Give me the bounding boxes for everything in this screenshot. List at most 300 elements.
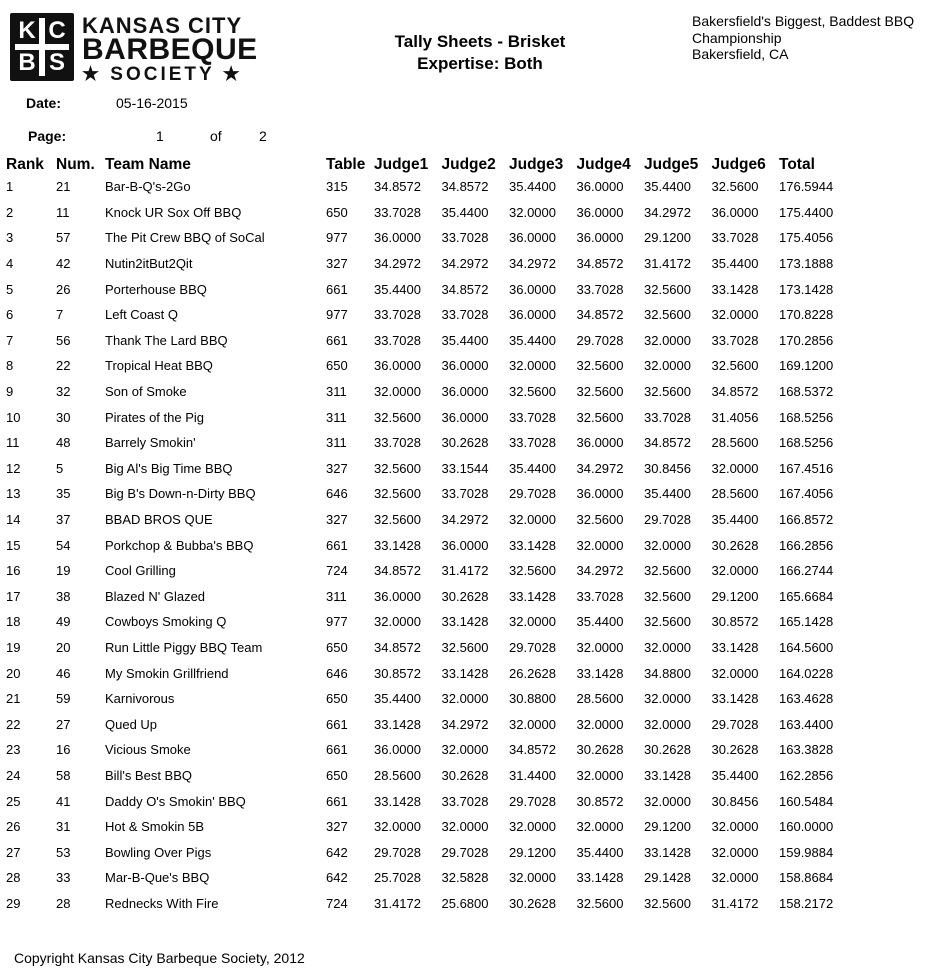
cell-judge3: 32.0000: [509, 512, 556, 528]
cell-judge1: 33.1428: [374, 716, 421, 732]
cell-judge4: 32.5600: [576, 409, 624, 425]
cell-rank: 28: [6, 870, 21, 886]
cell-total: 175.4056: [779, 230, 834, 246]
cell-total: 168.5256: [779, 409, 834, 425]
cell-judge1: 36.0000: [374, 358, 421, 374]
cell-judge1: 32.5600: [374, 409, 421, 425]
cell-judge6: 32.5600: [711, 358, 759, 374]
cell-table: 724: [326, 895, 348, 911]
cell-team-name: Bill's Best BBQ: [105, 767, 193, 783]
cell-judge2: 32.0000: [441, 742, 489, 758]
cell-judge6: 33.1428: [711, 639, 759, 655]
cell-judge3: 32.0000: [509, 870, 556, 886]
cell-judge2: 34.8572: [441, 281, 489, 297]
cell-judge6: 30.8456: [711, 793, 759, 809]
cell-judge5: 35.4400: [644, 486, 691, 502]
monogram-letter-c: C: [45, 18, 69, 44]
cell-num: 31: [56, 819, 71, 835]
cell-judge6: 35.4400: [711, 512, 759, 528]
cell-judge3: 30.2628: [509, 895, 556, 911]
cell-judge5: 32.5600: [644, 614, 691, 630]
cell-team-name: The Pit Crew BBQ of SoCal: [105, 230, 265, 246]
table-row: [6, 737, 859, 763]
cell-team-name: Bowling Over Pigs: [105, 844, 212, 860]
cell-rank: 14: [6, 512, 21, 528]
cell-judge6: 28.5600: [711, 435, 759, 451]
cell-judge3: 30.8800: [509, 691, 556, 707]
cell-judge4: 32.0000: [576, 819, 624, 835]
event-name-cont: Championship: [692, 29, 782, 46]
cell-table: 327: [326, 819, 348, 835]
cell-judge3: 33.7028: [509, 409, 556, 425]
cell-judge6: 33.1428: [711, 281, 759, 297]
cell-num: 49: [56, 614, 71, 630]
cell-num: 19: [56, 563, 71, 579]
cell-judge2: 34.2972: [441, 256, 489, 272]
cell-judge2: 30.2628: [441, 767, 489, 783]
cell-judge5: 29.1200: [644, 819, 691, 835]
cell-judge3: 32.5600: [509, 563, 556, 579]
event-name: Bakersfield's Biggest, Baddest BBQ: [692, 13, 915, 29]
cell-judge3: 32.0000: [509, 819, 556, 835]
logo-line-kansas-city: KANSAS CITY: [82, 13, 243, 38]
cell-table: 315: [326, 179, 348, 195]
cell-table: 661: [326, 742, 348, 758]
cell-num: 53: [56, 844, 71, 860]
cell-rank: 22: [6, 716, 21, 732]
cell-judge2: 33.7028: [441, 307, 489, 323]
cell-judge2: 36.0000: [441, 537, 489, 553]
cell-judge2: 36.0000: [441, 384, 489, 400]
cell-rank: 24: [6, 767, 21, 783]
table-row: [6, 891, 859, 917]
cell-judge6: 30.8572: [711, 614, 759, 630]
cell-judge3: 36.0000: [509, 230, 556, 246]
cell-table: 661: [326, 537, 348, 553]
cell-team-name: Cowboys Smoking Q: [105, 614, 227, 630]
cell-judge3: 36.0000: [509, 307, 556, 323]
cell-judge5: 31.4172: [644, 256, 691, 272]
cell-team-name: My Smokin Grillfriend: [105, 665, 229, 681]
cell-judge4: 32.0000: [576, 537, 624, 553]
cell-judge4: 32.5600: [576, 358, 624, 374]
event-info: [692, 13, 947, 63]
cell-judge4: 36.0000: [576, 230, 624, 246]
cell-judge5: 32.0000: [644, 691, 691, 707]
cell-total: 175.4400: [779, 204, 834, 220]
cell-judge4: 36.0000: [576, 204, 624, 220]
cell-team-name: Tropical Heat BBQ: [105, 358, 213, 374]
cell-num: 20: [56, 639, 71, 655]
date-value: 05-16-2015: [116, 95, 188, 111]
report-title-category: Tally Sheets - Brisket: [394, 32, 566, 51]
cell-rank: 16: [6, 563, 21, 579]
cell-judge1: 33.7028: [374, 307, 421, 323]
cell-total: 163.4628: [779, 691, 834, 707]
cell-rank: 10: [6, 409, 21, 425]
cell-num: 26: [56, 281, 71, 297]
cell-judge4: 34.2972: [576, 460, 624, 476]
cell-total: 170.2856: [779, 332, 834, 348]
cell-judge2: 36.0000: [441, 409, 489, 425]
cell-rank: 5: [6, 281, 14, 297]
cell-num: 22: [56, 358, 71, 374]
cell-rank: 12: [6, 460, 21, 476]
cell-total: 164.0228: [779, 665, 834, 681]
col-judge1: Judge1: [374, 156, 429, 173]
cell-team-name: Nutin2itBut2Qit: [105, 256, 193, 272]
cell-judge1: 34.8572: [374, 639, 421, 655]
cell-judge1: 33.7028: [374, 332, 421, 348]
cell-judge4: 29.7028: [576, 332, 624, 348]
cell-num: 41: [56, 793, 71, 809]
cell-rank: 11: [6, 435, 20, 451]
cell-rank: 23: [6, 742, 21, 758]
cell-table: 327: [326, 460, 348, 476]
cell-judge2: 31.4172: [441, 563, 489, 579]
cell-judge6: 35.4400: [711, 256, 759, 272]
cell-judge6: 34.8572: [711, 384, 759, 400]
table-row: [6, 711, 859, 737]
table-row: [6, 814, 859, 840]
cell-judge1: 25.7028: [374, 870, 421, 886]
cell-judge1: 33.1428: [374, 537, 421, 553]
table-row: [6, 481, 859, 507]
cell-judge1: 32.5600: [374, 512, 421, 528]
cell-judge5: 32.5600: [644, 281, 691, 297]
cell-total: 162.2856: [779, 767, 834, 783]
cell-team-name: Cool Grilling: [105, 563, 176, 579]
table-row: [6, 763, 859, 789]
cell-judge5: 29.7028: [644, 512, 691, 528]
cell-team-name: Porterhouse BBQ: [105, 281, 207, 297]
cell-rank: 4: [6, 256, 14, 272]
cell-judge1: 35.4400: [374, 281, 421, 297]
cell-judge1: 32.0000: [374, 614, 421, 630]
cell-judge4: 33.1428: [576, 870, 624, 886]
cell-rank: 19: [6, 639, 21, 655]
table-row: [6, 404, 859, 430]
cell-judge5: 33.1428: [644, 767, 691, 783]
cell-num: 35: [56, 486, 71, 502]
cell-total: 165.6684: [779, 588, 834, 604]
table-row: [6, 328, 859, 354]
cell-judge3: 33.7028: [509, 435, 556, 451]
cell-total: 168.5256: [779, 435, 834, 451]
cell-num: 32: [56, 384, 71, 400]
cell-team-name: Vicious Smoke: [105, 742, 191, 758]
cell-team-name: Run Little Piggy BBQ Team: [105, 639, 263, 655]
cell-num: 57: [56, 230, 71, 246]
cell-table: 327: [326, 256, 348, 272]
cell-judge4: 32.5600: [576, 895, 624, 911]
cell-judge2: 33.1428: [441, 614, 489, 630]
cell-judge1: 33.1428: [374, 793, 421, 809]
cell-team-name: Hot & Smokin 5B: [105, 819, 204, 835]
table-row: [6, 302, 859, 328]
cell-total: 167.4516: [779, 460, 834, 476]
cell-judge5: 32.5600: [644, 563, 691, 579]
cell-judge2: 32.0000: [441, 819, 489, 835]
cell-judge3: 35.4400: [509, 179, 556, 195]
cell-judge4: 33.7028: [576, 588, 624, 604]
cell-judge5: 32.5600: [644, 588, 691, 604]
cell-total: 173.1888: [779, 256, 834, 272]
table-row: [6, 456, 859, 482]
cell-judge3: 31.4400: [509, 767, 556, 783]
cell-judge2: 30.2628: [441, 588, 489, 604]
cell-judge6: 30.2628: [711, 742, 759, 758]
table-row: [6, 660, 859, 686]
cell-judge5: 32.0000: [644, 639, 691, 655]
cell-judge5: 33.1428: [644, 844, 691, 860]
cell-judge4: 34.8572: [576, 307, 624, 323]
cell-judge1: 33.7028: [374, 435, 421, 451]
cell-team-name: Blazed N' Glazed: [105, 588, 206, 604]
cell-judge3: 33.1428: [509, 537, 556, 553]
cell-judge3: 29.7028: [509, 793, 556, 809]
cell-table: 724: [326, 563, 348, 579]
cell-judge5: 32.0000: [644, 716, 691, 732]
cell-judge1: 32.0000: [374, 819, 421, 835]
cell-total: 158.8684: [779, 870, 834, 886]
cell-judge6: 32.0000: [711, 665, 759, 681]
cell-team-name: Thank The Lard BBQ: [105, 332, 228, 348]
cell-rank: 3: [6, 230, 14, 246]
page-current: 1: [156, 128, 164, 144]
cell-judge2: 33.1544: [441, 460, 489, 476]
cell-judge1: 34.8572: [374, 563, 421, 579]
cell-judge2: 35.4400: [441, 332, 489, 348]
cell-table: 650: [326, 204, 348, 220]
page-of: of: [210, 128, 222, 144]
cell-num: 54: [56, 537, 71, 553]
cell-judge6: 32.5600: [711, 179, 759, 195]
cell-total: 169.1200: [779, 358, 834, 374]
kcbs-logo: [10, 13, 272, 83]
cell-team-name: Pirates of the Pig: [105, 409, 204, 425]
cell-judge4: 32.0000: [576, 639, 624, 655]
cell-total: 166.2856: [779, 537, 834, 553]
cell-judge6: 32.0000: [711, 870, 759, 886]
cell-judge5: 34.8572: [644, 435, 691, 451]
cell-table: 661: [326, 716, 348, 732]
cell-judge1: 33.7028: [374, 204, 421, 220]
cell-judge3: 33.1428: [509, 588, 556, 604]
cell-judge2: 35.4400: [441, 204, 489, 220]
cell-judge4: 36.0000: [576, 435, 624, 451]
cell-judge5: 32.5600: [644, 307, 691, 323]
cell-table: 327: [326, 512, 348, 528]
cell-judge6: 35.4400: [711, 767, 759, 783]
col-total: Total: [779, 156, 815, 173]
cell-judge1: 34.2972: [374, 256, 421, 272]
cell-rank: 21: [6, 691, 21, 707]
cell-judge6: 32.0000: [711, 563, 759, 579]
cell-judge3: 34.2972: [509, 256, 556, 272]
cell-table: 650: [326, 767, 348, 783]
table-row: [6, 686, 859, 712]
cell-judge5: 35.4400: [644, 179, 691, 195]
table-row: [6, 507, 859, 533]
cell-judge2: 32.5600: [441, 639, 489, 655]
cell-judge1: 36.0000: [374, 230, 421, 246]
cell-rank: 26: [6, 819, 21, 835]
cell-rank: 18: [6, 614, 21, 630]
cell-judge2: 33.7028: [441, 793, 489, 809]
cell-total: 176.5944: [779, 179, 834, 195]
cell-judge4: 32.5600: [576, 384, 624, 400]
cell-total: 163.3828: [779, 742, 834, 758]
cell-judge4: 36.0000: [576, 179, 624, 195]
cell-table: 661: [326, 332, 348, 348]
cell-judge3: 36.0000: [509, 281, 556, 297]
cell-total: 160.0000: [779, 819, 834, 835]
cell-table: 311: [326, 435, 347, 451]
cell-judge1: 36.0000: [374, 742, 421, 758]
cell-judge3: 26.2628: [509, 665, 556, 681]
cell-total: 166.8572: [779, 512, 834, 528]
cell-num: 37: [56, 512, 71, 528]
cell-total: 160.5484: [779, 793, 834, 809]
cell-judge2: 29.7028: [441, 844, 489, 860]
cell-judge4: 34.2972: [576, 563, 624, 579]
col-team-name: Team Name: [105, 156, 191, 173]
cell-rank: 25: [6, 793, 21, 809]
cell-judge3: 29.7028: [509, 486, 556, 502]
cell-table: 661: [326, 793, 348, 809]
table-row: [6, 584, 859, 610]
logo-line-society: ★ SOCIETY ★: [82, 64, 243, 85]
copyright-footer: Copyright Kansas City Barbeque Society, 2012: [14, 950, 305, 966]
table-row: [6, 532, 859, 558]
cell-team-name: Big B's Down-n-Dirty BBQ: [105, 486, 256, 502]
cell-judge5: 29.1428: [644, 870, 691, 886]
cell-judge4: 32.0000: [576, 716, 624, 732]
tally-body: [6, 174, 859, 916]
cell-num: 58: [56, 767, 71, 783]
cell-judge6: 31.4172: [711, 895, 759, 911]
cell-rank: 6: [6, 307, 14, 323]
cell-judge6: 32.0000: [711, 844, 759, 860]
cell-num: 46: [56, 665, 71, 681]
cell-judge5: 32.5600: [644, 895, 691, 911]
cell-judge5: 33.7028: [644, 409, 691, 425]
table-row: [6, 635, 859, 661]
cell-judge2: 25.6800: [441, 895, 489, 911]
cell-team-name: Daddy O's Smokin' BBQ: [105, 793, 246, 809]
cell-team-name: Barrely Smokin': [105, 435, 196, 451]
page-total: 2: [259, 128, 267, 144]
cell-table: 650: [326, 639, 348, 655]
cell-judge3: 35.4400: [509, 460, 556, 476]
cell-judge6: 33.7028: [711, 332, 759, 348]
cell-judge6: 29.7028: [711, 716, 759, 732]
cell-judge6: 32.0000: [711, 819, 759, 835]
cell-judge5: 29.1200: [644, 230, 691, 246]
cell-judge3: 32.0000: [509, 204, 556, 220]
cell-rank: 2: [6, 204, 14, 220]
cell-judge6: 33.1428: [711, 691, 759, 707]
monogram-letter-k: K: [15, 18, 39, 44]
cell-table: 646: [326, 486, 348, 502]
cell-judge5: 32.0000: [644, 793, 691, 809]
cell-rank: 9: [6, 384, 14, 400]
cell-table: 661: [326, 281, 348, 297]
cell-num: 56: [56, 332, 71, 348]
cell-team-name: Porkchop & Bubba's BBQ: [105, 537, 254, 553]
cell-judge4: 32.5600: [576, 512, 624, 528]
cell-judge4: 33.1428: [576, 665, 624, 681]
cell-table: 977: [326, 614, 348, 630]
cell-judge4: 32.0000: [576, 767, 624, 783]
cell-rank: 7: [6, 332, 14, 348]
cell-judge6: 30.2628: [711, 537, 759, 553]
cell-judge2: 34.2972: [441, 512, 489, 528]
cell-rank: 1: [6, 179, 14, 195]
cell-num: 5: [56, 460, 64, 476]
cell-judge1: 36.0000: [374, 588, 421, 604]
cell-judge1: 29.7028: [374, 844, 421, 860]
cell-team-name: Bar-B-Q's-2Go: [105, 179, 191, 195]
col-judge5: Judge5: [644, 156, 699, 173]
cell-judge5: 32.0000: [644, 332, 691, 348]
cell-judge1: 32.5600: [374, 486, 421, 502]
cell-table: 977: [326, 307, 348, 323]
cell-team-name: Rednecks With Fire: [105, 895, 219, 911]
col-judge2: Judge2: [441, 156, 496, 173]
cell-num: 48: [56, 435, 71, 451]
cell-rank: 8: [6, 358, 14, 374]
cell-num: 59: [56, 691, 71, 707]
cell-judge4: 35.4400: [576, 614, 624, 630]
cell-num: 38: [56, 588, 71, 604]
cell-judge3: 32.5600: [509, 384, 556, 400]
cell-judge2: 32.0000: [441, 691, 489, 707]
cell-judge1: 30.8572: [374, 665, 421, 681]
cell-team-name: Qued Up: [105, 716, 158, 732]
cell-judge5: 32.0000: [644, 537, 691, 553]
cell-table: 650: [326, 691, 348, 707]
monogram-letter-s: S: [45, 50, 69, 76]
cell-table: 642: [326, 844, 348, 860]
cell-team-name: Karnivorous: [105, 691, 175, 707]
cell-judge3: 32.0000: [509, 614, 556, 630]
col-rank: Rank: [6, 156, 44, 173]
logo-line-barbeque: BARBEQUE: [82, 33, 258, 66]
cell-team-name: Big Al's Big Time BBQ: [105, 460, 233, 476]
cell-total: 163.4400: [779, 716, 834, 732]
cell-num: 7: [56, 307, 64, 323]
cell-judge3: 32.0000: [509, 716, 556, 732]
cell-judge3: 32.0000: [509, 358, 556, 374]
cell-table: 646: [326, 665, 348, 681]
cell-judge2: 36.0000: [441, 358, 489, 374]
cell-num: 16: [56, 742, 71, 758]
table-row: [6, 430, 859, 456]
table-row: [6, 174, 859, 200]
col-table: Table: [326, 156, 366, 173]
cell-judge6: 36.0000: [711, 204, 759, 220]
cell-judge3: 34.8572: [509, 742, 556, 758]
cell-num: 27: [56, 716, 71, 732]
cell-judge6: 32.0000: [711, 460, 759, 476]
cell-rank: 15: [6, 537, 21, 553]
cell-table: 642: [326, 870, 348, 886]
col-num: Num.: [56, 156, 95, 173]
table-row: [6, 251, 859, 277]
col-judge3: Judge3: [509, 156, 564, 173]
